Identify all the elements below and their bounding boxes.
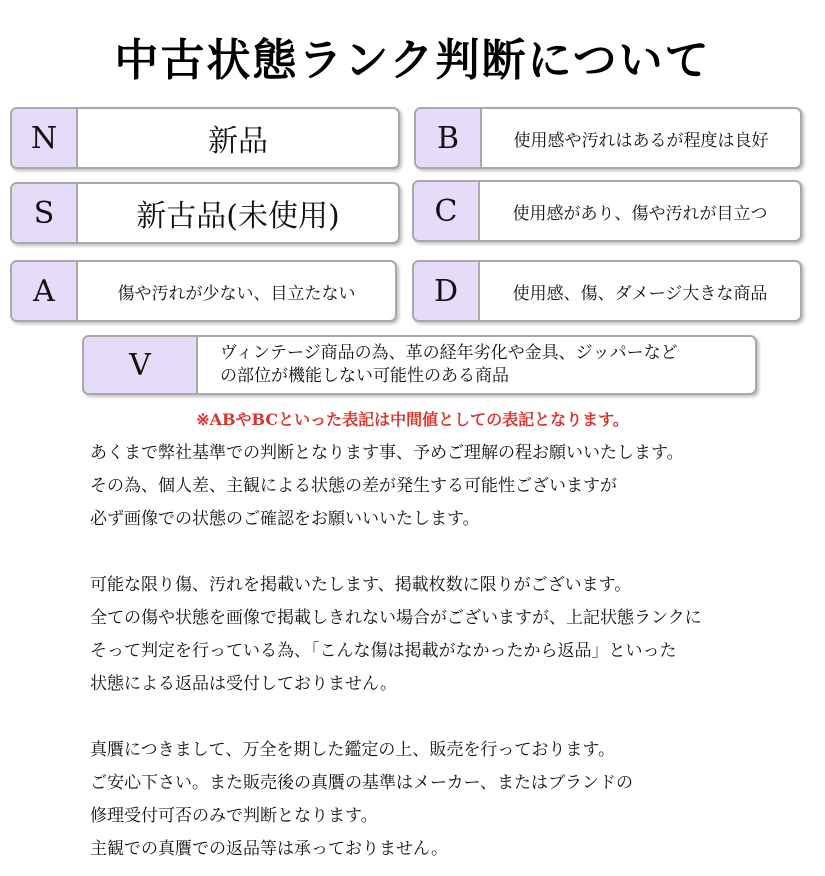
paragraph-authenticity	[90, 734, 810, 866]
paragraph-line: そって判定を行っている為、「こんな傷は掲載がなかったから返品」といった	[90, 641, 677, 661]
rank-letter-s: S	[12, 184, 78, 242]
rank-desc-n: 新品	[208, 124, 268, 159]
rank-box-c	[412, 180, 802, 242]
paragraph-line: 真贋につきまして、万全を期した鑑定の上、販売を行っております。	[90, 740, 615, 760]
rank-desc-v	[198, 337, 755, 393]
rank-letter-c: C	[414, 182, 480, 240]
paragraph-line: 状態による返品は受付しておりません。	[90, 674, 398, 694]
paragraph-line: その為、個人差、主観による状態の差が発生する可能性ございますが	[90, 476, 617, 496]
paragraph-line: 主観での真贋での返品等は承っておりません。	[90, 839, 449, 859]
paragraph-photos	[90, 569, 810, 701]
rank-desc-v-line2: の部位が機能しない可能性のある商品	[220, 366, 509, 386]
rank-letter-a: A	[12, 262, 78, 320]
rank-box-v	[82, 335, 757, 395]
rank-desc-a: 傷や汚れが少ない、目立たない	[117, 283, 356, 304]
paragraph-line: ご安心下さい。また販売後の真贋の基準はメーカー、またはブランドの	[90, 773, 633, 793]
rank-box-s	[10, 182, 400, 244]
paragraph-line: 修理受付可否のみで判断となります。	[90, 806, 378, 826]
paragraph-judgement	[90, 437, 810, 536]
rank-box-b	[414, 107, 802, 169]
rank-desc-s: 新古品(未使用)	[136, 199, 340, 234]
rank-desc-b: 使用感や汚れはあるが程度は良好	[513, 130, 769, 151]
rank-letter-d: D	[414, 262, 480, 320]
rank-box-a	[10, 260, 397, 322]
rank-letter-v: V	[84, 337, 198, 393]
paragraph-line: 必ず画像での状態のご確認をお願いいいたします。	[90, 509, 480, 529]
rank-desc-v-line1: ヴィンテージ商品の為、革の経年劣化や金具、ジッパーなど	[220, 343, 678, 363]
rank-box-d	[412, 260, 802, 322]
paragraph-line: 全ての傷や状態を画像で掲載しきれない場合がございますが、上記状態ランクに	[90, 608, 702, 628]
rank-letter-b: B	[416, 109, 482, 167]
paragraph-line: 可能な限り傷、汚れを掲載いたします、掲載枚数に限りがございます。	[90, 575, 632, 595]
rank-desc-c: 使用感があり、傷や汚れが目立つ	[512, 203, 768, 224]
rank-desc-d: 使用感、傷、ダメージ大きな商品	[512, 283, 768, 304]
rank-letter-n: N	[12, 109, 78, 167]
paragraph-line: あくまで弊社基準での判断となります事、予めご理解の程お願いいたします。	[90, 443, 684, 463]
intermediate-note: ※ABやBCといった表記は中間値としての表記となります。	[196, 410, 629, 429]
page-title: 中古状態ランク判断について	[114, 35, 711, 86]
rank-box-n	[10, 107, 400, 169]
